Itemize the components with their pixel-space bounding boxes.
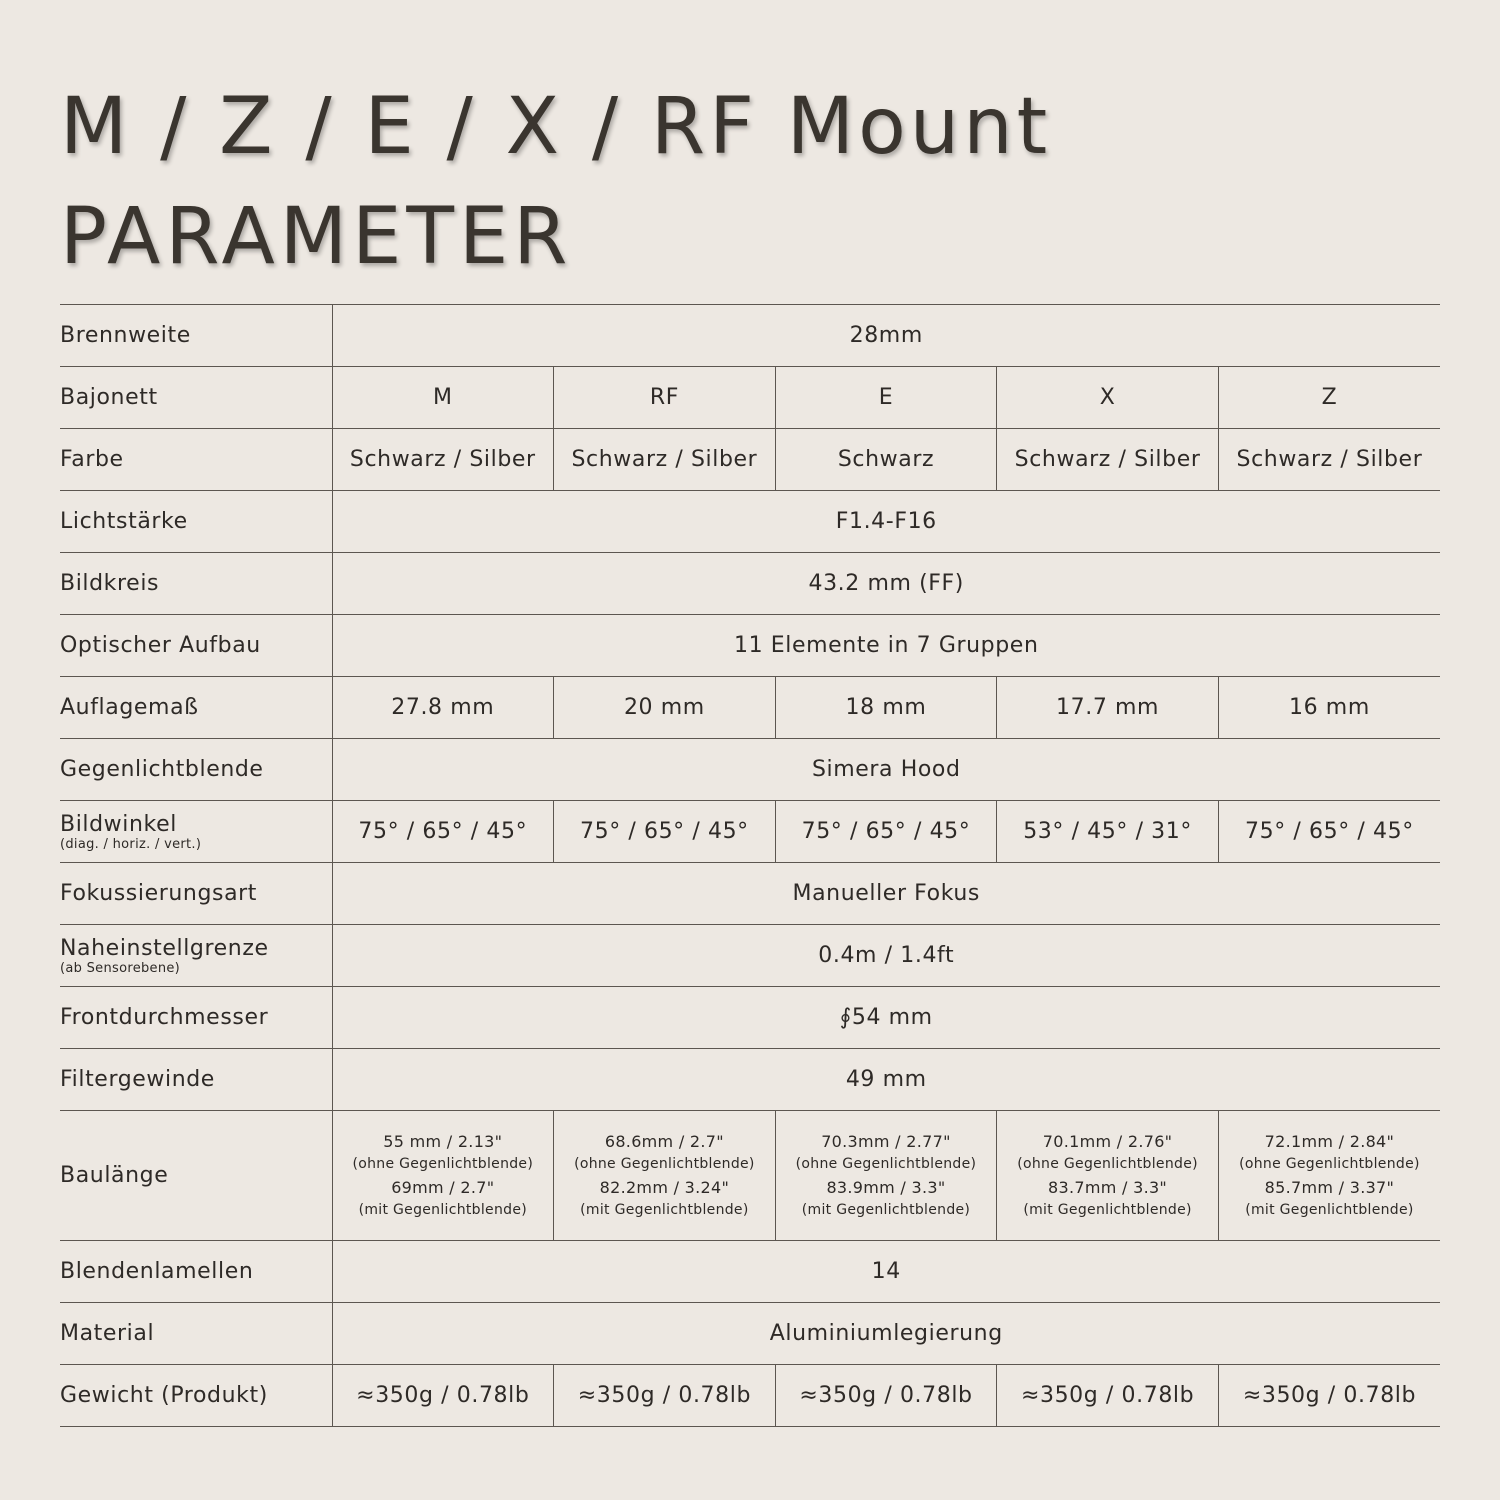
row-lichtstaerke xyxy=(60,491,1440,553)
row-baulaenge xyxy=(60,1111,1440,1241)
length-without-note: (ohne Gegenlichtblende) xyxy=(1239,1155,1420,1172)
value-auflagemass-x: 17.7 mm xyxy=(997,677,1219,739)
value-baulaenge-m xyxy=(332,1111,554,1241)
row-front xyxy=(60,987,1440,1049)
value-front: ∮54 mm xyxy=(332,987,1440,1049)
label-brennweite: Brennweite xyxy=(60,323,191,348)
length-without-note: (ohne Gegenlichtblende) xyxy=(574,1155,755,1172)
value-nahgrenze: 0.4m / 1.4ft xyxy=(332,925,1440,987)
value-filter: 49 mm xyxy=(332,1049,1440,1111)
value-gegenlichtblende: Simera Hood xyxy=(332,739,1440,801)
row-bildkreis xyxy=(60,553,1440,615)
value-bildwinkel-rf: 75° / 65° / 45° xyxy=(554,801,776,863)
row-bajonett xyxy=(60,367,1440,429)
label-lichtstaerke: Lichtstärke xyxy=(60,509,188,534)
value-bajonett-x: X xyxy=(997,367,1219,429)
length-without-hood: 55 mm / 2.13" xyxy=(383,1131,503,1151)
length-with-note: (mit Gegenlichtblende) xyxy=(801,1201,971,1218)
label-gegenlichtblende: Gegenlichtblende xyxy=(60,757,264,782)
row-aufbau xyxy=(60,615,1440,677)
value-farbe-rf: Schwarz / Silber xyxy=(554,429,776,491)
length-with-note: (mit Gegenlichtblende) xyxy=(1245,1201,1414,1218)
row-filter xyxy=(60,1049,1440,1111)
row-fokus xyxy=(60,863,1440,925)
value-farbe-e: Schwarz xyxy=(775,429,997,491)
length-with-hood: 82.2mm / 3.24" xyxy=(599,1177,730,1197)
value-bajonett-e: E xyxy=(775,367,997,429)
value-bildwinkel-e: 75° / 65° / 45° xyxy=(775,801,997,863)
length-without-hood: 72.1mm / 2.84" xyxy=(1264,1131,1395,1151)
length-with-note: (mit Gegenlichtblende) xyxy=(358,1201,528,1218)
value-auflagemass-e: 18 mm xyxy=(775,677,997,739)
value-gewicht-e: ≈350g / 0.78lb xyxy=(775,1365,997,1427)
value-auflagemass-m: 27.8 mm xyxy=(332,677,554,739)
page-subtitle: PARAMETER xyxy=(60,192,573,282)
length-without-note: (ohne Gegenlichtblende) xyxy=(352,1155,534,1172)
row-farbe xyxy=(60,429,1440,491)
value-lamellen: 14 xyxy=(332,1241,1440,1303)
value-bajonett-rf: RF xyxy=(554,367,776,429)
row-gewicht xyxy=(60,1365,1440,1427)
label-bildwinkel-cell xyxy=(60,801,332,863)
row-lamellen xyxy=(60,1241,1440,1303)
value-farbe-x: Schwarz / Silber xyxy=(997,429,1219,491)
sublabel-bildwinkel: (diag. / horiz. / vert.) xyxy=(60,836,202,852)
value-baulaenge-x xyxy=(997,1111,1219,1241)
label-bildwinkel: Bildwinkel xyxy=(60,811,177,837)
label-material: Material xyxy=(60,1321,155,1346)
value-bildkreis: 43.2 mm (FF) xyxy=(332,553,1440,615)
value-bajonett-m: M xyxy=(332,367,554,429)
row-material xyxy=(60,1303,1440,1365)
label-front: Frontdurchmesser xyxy=(60,1005,269,1030)
length-without-hood: 68.6mm / 2.7" xyxy=(604,1131,724,1151)
value-gewicht-x: ≈350g / 0.78lb xyxy=(997,1365,1219,1427)
length-without-note: (ohne Gegenlichtblende) xyxy=(795,1155,977,1172)
value-auflagemass-z: 16 mm xyxy=(1218,677,1440,739)
sublabel-nahgrenze: (ab Sensorebene) xyxy=(60,960,181,976)
row-gegenlichtblende xyxy=(60,739,1440,801)
length-with-note: (mit Gegenlichtblende) xyxy=(580,1201,749,1218)
value-bildwinkel-x: 53° / 45° / 31° xyxy=(997,801,1219,863)
label-aufbau: Optischer Aufbau xyxy=(60,633,261,658)
value-gewicht-m: ≈350g / 0.78lb xyxy=(332,1365,554,1427)
value-material: Aluminiumlegierung xyxy=(332,1303,1440,1365)
page-title: M / Z / E / X / RF Mount xyxy=(60,82,1052,172)
length-without-note: (ohne Gegenlichtblende) xyxy=(1017,1155,1198,1172)
label-bildkreis: Bildkreis xyxy=(60,571,160,596)
label-filter: Filtergewinde xyxy=(60,1067,215,1092)
value-farbe-m: Schwarz / Silber xyxy=(332,429,554,491)
value-brennweite: 28mm xyxy=(332,305,1440,367)
label-gewicht: Gewicht (Produkt) xyxy=(60,1383,268,1408)
label-fokus: Fokussierungsart xyxy=(60,881,258,906)
length-with-note: (mit Gegenlichtblende) xyxy=(1023,1201,1192,1218)
value-bajonett-z: Z xyxy=(1218,367,1440,429)
value-lichtstaerke: F1.4-F16 xyxy=(332,491,1440,553)
length-with-hood: 85.7mm / 3.37" xyxy=(1264,1177,1395,1197)
label-nahgrenze-cell xyxy=(60,925,332,987)
row-brennweite xyxy=(60,305,1440,367)
label-lamellen: Blendenlamellen xyxy=(60,1259,254,1284)
value-gewicht-z: ≈350g / 0.78lb xyxy=(1218,1365,1440,1427)
value-gewicht-rf: ≈350g / 0.78lb xyxy=(554,1365,776,1427)
value-bildwinkel-z: 75° / 65° / 45° xyxy=(1218,801,1440,863)
label-nahgrenze: Naheinstellgrenze xyxy=(60,935,269,961)
length-without-hood: 70.1mm / 2.76" xyxy=(1042,1131,1173,1151)
length-with-hood: 83.9mm / 3.3" xyxy=(826,1177,946,1197)
value-farbe-z: Schwarz / Silber xyxy=(1218,429,1440,491)
label-bajonett: Bajonett xyxy=(60,385,158,410)
row-bildwinkel xyxy=(60,801,1440,863)
spec-table xyxy=(60,304,1440,1427)
label-auflagemass: Auflagemaß xyxy=(60,695,199,720)
row-auflagemass xyxy=(60,677,1440,739)
value-aufbau: 11 Elemente in 7 Gruppen xyxy=(332,615,1440,677)
row-nahgrenze xyxy=(60,925,1440,987)
length-without-hood: 70.3mm / 2.77" xyxy=(821,1131,951,1151)
label-farbe: Farbe xyxy=(60,447,124,472)
value-baulaenge-rf xyxy=(554,1111,776,1241)
value-baulaenge-e xyxy=(775,1111,997,1241)
length-with-hood: 83.7mm / 3.3" xyxy=(1048,1177,1168,1197)
value-fokus: Manueller Fokus xyxy=(332,863,1440,925)
value-bildwinkel-m: 75° / 65° / 45° xyxy=(332,801,554,863)
label-baulaenge: Baulänge xyxy=(60,1163,169,1188)
length-with-hood: 69mm / 2.7" xyxy=(391,1177,495,1197)
value-auflagemass-rf: 20 mm xyxy=(554,677,776,739)
value-baulaenge-z xyxy=(1218,1111,1440,1241)
